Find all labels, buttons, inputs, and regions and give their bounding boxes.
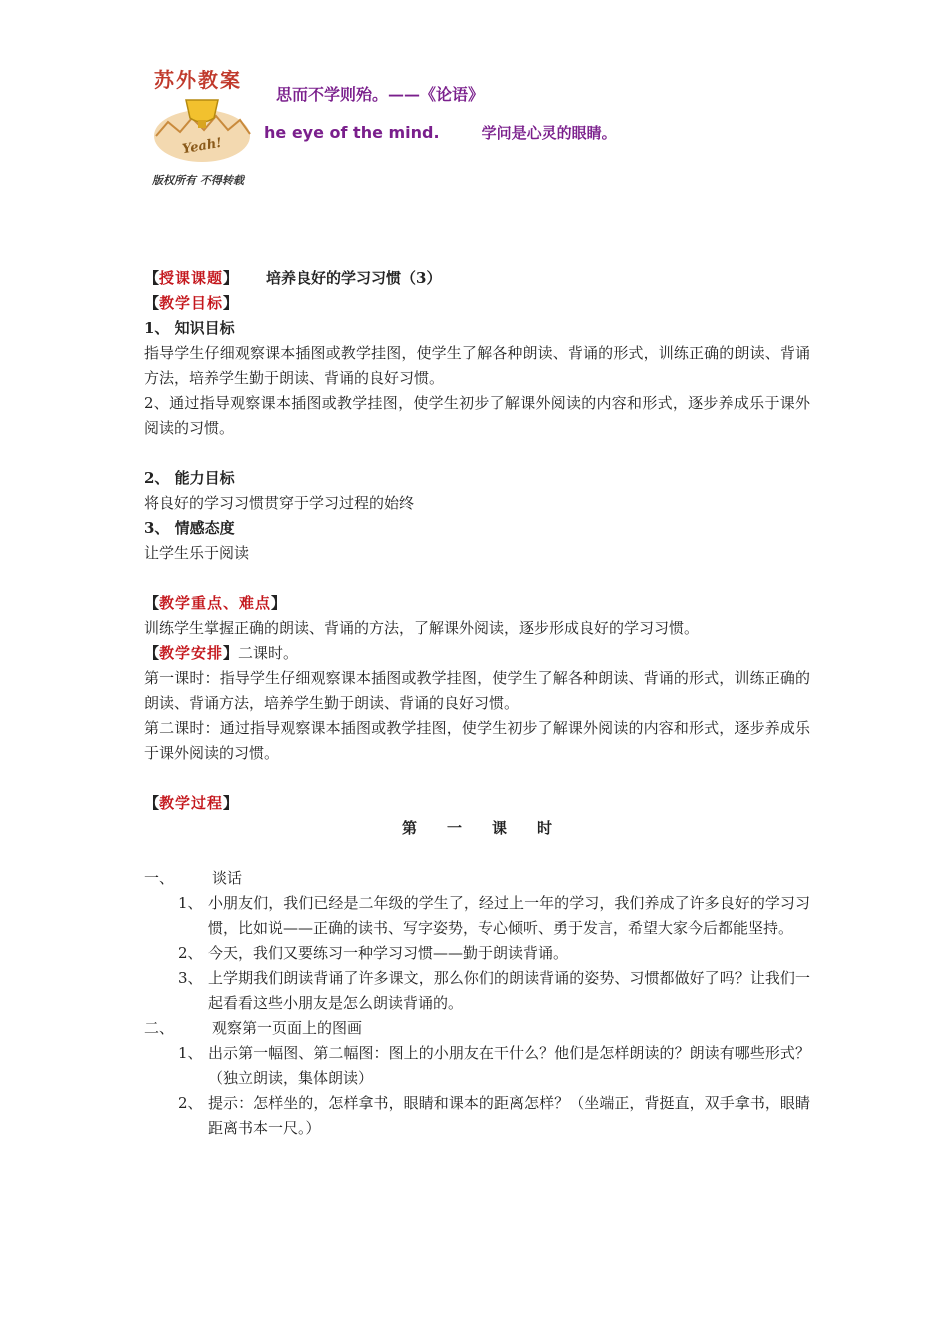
process-tag: 教学过程 xyxy=(159,794,224,812)
header-quote-english xyxy=(142,122,617,143)
item-text: 小朋友们，我们已经是二年级的学生了，经过上一年的学习，我们养成了许多良好的学习习惯，比如说——正确的读书、写字姿势，专心倾听、勇于发言，希望大家今后都能坚持。 xyxy=(208,894,810,937)
list-item xyxy=(144,1091,810,1141)
item-text: 上学期我们朗读背诵了许多课文，那么你们的朗读背诵的姿势、习惯都做好了吗？让我们一起看看这些小朋友是怎么朗读背诵的。 xyxy=(208,969,810,1012)
key-points-text: 训练学生掌握正确的朗读、背诵的方法，了解课外阅读，逐步形成良好的学习习惯。 xyxy=(144,619,700,637)
goal3-text: 让学生乐于阅读 xyxy=(144,544,250,562)
lesson-body xyxy=(144,266,810,1141)
process-heading: 【教学过程】 xyxy=(144,794,239,812)
goal1-paragraph-2: 2、通过指导观察课本插图或教学挂图，使学生初步了解课外阅读的内容和形式，逐步养成乐于课外阅读的习惯。 xyxy=(144,394,810,437)
list-item xyxy=(144,891,810,941)
goal1-heading: 1、 知识目标 xyxy=(144,319,235,337)
plan-heading: 【教学安排】二课时。 xyxy=(144,644,299,662)
goal1-paragraph-1: 指导学生仔细观察课本插图或教学挂图，使学生了解各种朗读、背诵的形式，训练正确的朗读、背诵方法，培养学生勤于朗读、背诵的良好习惯。 xyxy=(144,344,810,387)
plan-tag: 教学安排 xyxy=(159,644,224,662)
goals-heading: 【教学目标】 xyxy=(144,294,239,312)
logo-badge: Yeah! xyxy=(181,135,224,158)
section-number: 二、 xyxy=(144,1019,175,1037)
goals-tag: 教学目标 xyxy=(159,294,224,312)
section-1-heading xyxy=(144,866,810,891)
list-item xyxy=(144,966,810,1016)
section-number: 一、 xyxy=(144,869,175,887)
item-number: 2、 xyxy=(178,1094,203,1112)
list-item xyxy=(144,1041,810,1091)
section-2-heading xyxy=(144,1016,810,1041)
plan-text: 二课时。 xyxy=(238,644,299,662)
section-title: 谈话 xyxy=(212,869,243,887)
header-quote-chinese: 思而不学则殆。——《论语》 xyxy=(276,85,485,104)
goal2-heading: 2、 能力目标 xyxy=(144,469,235,487)
plan-paragraph-2: 第二课时：通过指导观察课本插图或教学挂图，使学生初步了解课外阅读的内容和形式，逐步养成乐于课外阅读的习惯。 xyxy=(144,719,810,762)
lesson-title: 培养良好的学习习惯（3） xyxy=(266,269,442,287)
period-title: 第一课时 xyxy=(401,819,582,837)
quote-english-text: he eye of the mind. xyxy=(264,123,440,142)
quote-english-translation: 学问是心灵的眼睛。 xyxy=(481,124,617,142)
section-title: 观察第一页面上的图画 xyxy=(212,1019,363,1037)
list-item xyxy=(144,941,810,966)
plan-paragraph-1: 第一课时：指导学生仔细观察课本插图或教学挂图，使学生了解各种朗读、背诵的形式，训练正确的朗读、背诵方法，培养学生勤于朗读、背诵的良好习惯。 xyxy=(144,669,810,712)
item-text: 今天，我们又要练习一种学习习惯——勤于朗读背诵。 xyxy=(208,944,569,962)
logo-caption: 版权所有 不得转载 xyxy=(152,174,244,187)
item-number: 2、 xyxy=(178,944,203,962)
goal2-text: 将良好的学习习惯贯穿于学习过程的始终 xyxy=(144,494,415,512)
key-tag: 教学重点、难点 xyxy=(159,594,272,612)
goal3-heading: 3、 情感态度 xyxy=(144,519,235,537)
item-number: 1、 xyxy=(178,894,203,912)
item-number: 1、 xyxy=(178,1044,203,1062)
item-text: 出示第一幅图、第二幅图：图上的小朋友在干什么？他们是怎样朗读的？朗读有哪些形式？（独立朗读，集体朗读） xyxy=(208,1044,810,1087)
logo-title: 苏外教案 xyxy=(154,68,242,92)
key-points-heading: 【教学重点、难点】 xyxy=(144,594,287,612)
lesson-title-line: 【授课课题】 培养良好的学习习惯（3） xyxy=(144,269,442,287)
item-number: 3、 xyxy=(178,969,203,987)
title-tag: 授课课题 xyxy=(159,269,224,287)
item-text: 提示：怎样坐的，怎样拿书，眼睛和课本的距离怎样？（坐端正，背挺直，双手拿书，眼睛距离书本一尺。） xyxy=(208,1094,810,1137)
